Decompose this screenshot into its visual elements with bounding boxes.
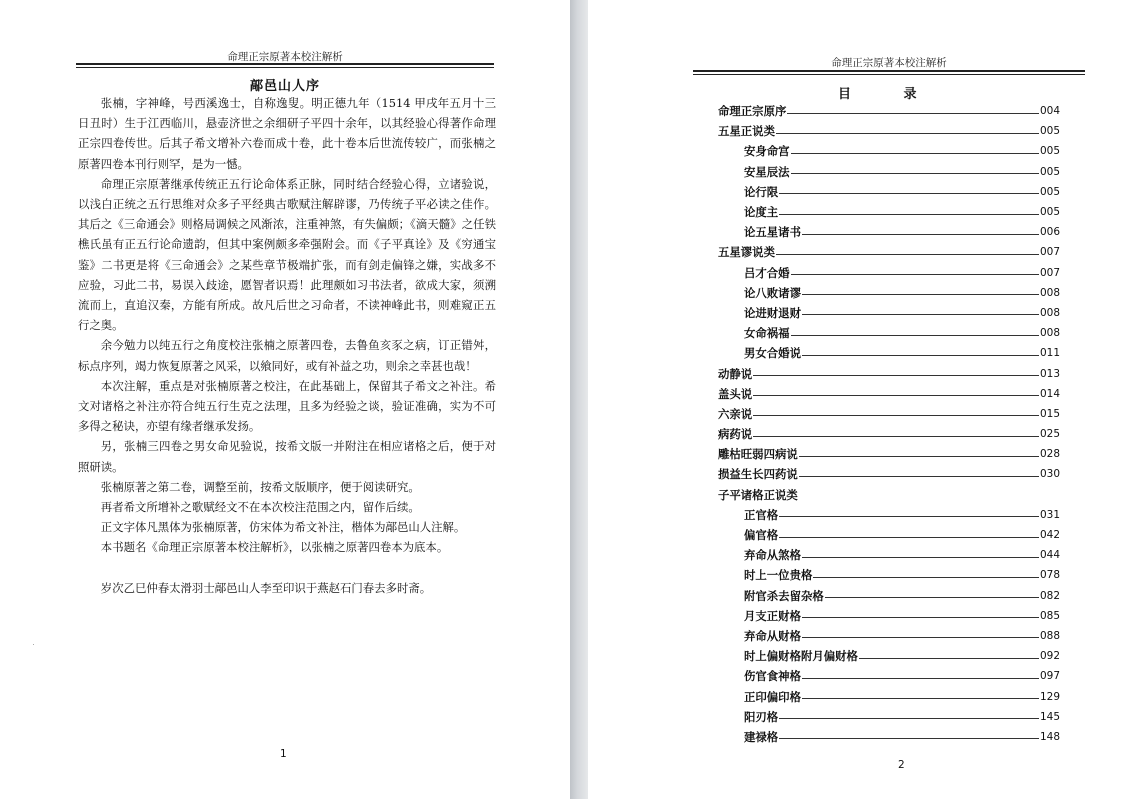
toc-entry-page: 005 [1039,185,1060,198]
toc-entry-label: 吕才合婚 [744,265,790,280]
toc-entry-label: 正印偏印格 [744,689,801,704]
preface-paragraph: 本次注解，重点是对张楠原著之校注，在此基础上，保留其子希文之补注。希文对诸格之补注亦符合纯五行生克之法理，且多为经验之谈，验证准确，实为不可多得之秘诀，亦望有缘者继承发扬。 [78,378,496,434]
preface-signature: 岁次乙巳仲春太滑羽士鄗邑山人李至印识于燕赵石门春去多时斋。 [100,580,432,595]
header-rule-left [76,63,494,68]
toc-entry-label: 论五星诸书 [744,225,801,240]
toc-entry [718,525,1060,545]
toc-entry [718,686,1060,706]
toc-entry-label: 附官杀去留杂格 [744,588,824,603]
preface-paragraph: 正文字体凡黑体为张楠原著，仿宋体为希文补注，楷体为鄗邑山人注解。 [100,520,466,535]
toc-leader-line [753,436,1039,437]
toc-leader-line [776,254,1039,255]
toc-entry-label: 建禄格 [744,729,779,744]
toc-entry [718,162,1060,182]
toc-entry-page: 007 [1039,266,1060,279]
toc-entry-page: 082 [1039,589,1060,602]
toc-entry-page: 148 [1039,730,1060,743]
toc-entry-page: 129 [1039,690,1060,703]
toc-entry-page: 011 [1039,347,1060,360]
toc-list [718,101,1060,747]
page-number-left: 1 [280,748,287,760]
toc-leader-line [802,698,1039,699]
toc-entry [718,384,1060,404]
scan-speck [33,644,34,645]
toc-leader-line [753,375,1039,376]
toc-entry [718,141,1060,161]
page-gutter [570,0,588,799]
toc-entry-page: 031 [1039,508,1060,521]
toc-entry-page: 014 [1039,387,1060,400]
toc-leader-line [799,456,1039,457]
toc-entry [718,283,1060,303]
toc-entry [718,202,1060,222]
preface-paragraph: 余今勉力以纯五行之角度校注张楠之原著四卷，去鲁鱼亥豕之病，订正错舛，标点序列，竭力恢复原著之风采，以飨同好，或有补益之功，则余之幸甚也哉！ [78,338,496,373]
toc-entry [718,464,1060,484]
toc-entry [718,303,1060,323]
toc-leader-line [779,193,1039,194]
toc-entry-page: 008 [1039,327,1060,340]
toc-leader-line [791,153,1039,154]
toc-entry-label: 伤官食神格 [744,669,801,684]
toc-leader-line [802,637,1039,638]
toc-entry-label: 时上偏财格附月偏财格 [744,649,858,664]
toc-entry-page: 013 [1039,367,1060,380]
toc-entry-label: 动静说 [718,366,753,381]
toc-entry-label: 损益生长四药说 [718,467,798,482]
toc-entry-page: 042 [1039,529,1060,542]
toc-entry-page: 085 [1039,609,1060,622]
toc-entry-page: 005 [1039,145,1060,158]
toc-entry [718,646,1060,666]
toc-leader-line [776,133,1039,134]
toc-entry-page: 044 [1039,549,1060,562]
toc-entry-page: 007 [1039,246,1060,259]
toc-leader-line [791,173,1039,174]
toc-entry-label: 雕枯旺弱四病说 [718,447,798,462]
toc-entry-page: 005 [1039,165,1060,178]
toc-entry [718,323,1060,343]
toc-entry-label: 病药说 [718,427,753,442]
preface-paragraph: 命理正宗原著继承传统正五行论命体系正脉，同时结合经验心得，立诸验说，以浅白正统之五行思维对众多子平经典古歌赋注解辟谬，乃传统子平必读之佳作。其后之《三命通会》则格局调候之风渐浓，注重神煞，有失偏颇；《滴天髓》之任铁樵氏虽有正五行论命遗韵，但其中案例颇多牵强附会。而《子平真诠》及《穷通宝鉴》二书更是将《三命通会》之某些章节极端扩张，而有剑走偏锋之嫌，实战多不应验，习此二书，易误入歧途，愿智者识焉！此理颇如习书法者，欲成大家，须溯流而上，直追汉秦，方能有所成。故凡后世之习命者，不读神峰此书，则难窥正五行之奥。 [78,176,496,333]
toc-entry [718,707,1060,727]
running-head-left: 命理正宗原著本校注解析 [227,51,343,63]
toc-entry-page: 005 [1039,206,1060,219]
preface-body [78,93,496,598]
toc-entry [718,121,1060,141]
toc-leader-line [825,597,1039,598]
toc-leader-line [802,678,1039,679]
toc-leader-line [779,537,1039,538]
toc-entry-label: 安身命宫 [744,144,790,159]
toc-leader-line [779,516,1039,517]
toc-entry-label: 论行限 [744,184,779,199]
toc-entry [718,343,1060,363]
toc-entry-label: 弃命从煞格 [744,548,801,563]
toc-leader-line [779,214,1039,215]
toc-entry-page: 088 [1039,629,1060,642]
toc-entry-label: 五星谬说类 [718,245,775,260]
toc-entry-page: 078 [1039,569,1060,582]
toc-entry-label: 子平诸格正说类 [718,487,798,502]
toc-leader-line [813,577,1039,578]
toc-entry [718,222,1060,242]
toc-entry-label: 论八败诸谬 [744,285,801,300]
page-number-right: 2 [898,759,905,771]
toc-leader-line [802,557,1039,558]
toc-entry [718,505,1060,525]
toc-leader-line [779,718,1039,719]
toc-entry-label: 偏官格 [744,528,779,543]
header-rule-right [693,70,1085,75]
toc-leader-line [791,335,1039,336]
document-page-right [588,0,1121,799]
toc-entry [718,263,1060,283]
toc-entry-page: 025 [1039,428,1060,441]
toc-leader-line [753,395,1039,396]
toc-entry [718,101,1060,121]
toc-entry-label: 正官格 [744,507,779,522]
toc-entry-label: 女命祸福 [744,326,790,341]
toc-entry [718,545,1060,565]
toc-leader-line [787,113,1039,114]
toc-entry-label: 弃命从财格 [744,628,801,643]
toc-leader-line [779,738,1039,739]
preface-paragraph: 再者希文所增补之歌赋经文不在本次校注范围之内，留作后续。 [100,500,420,515]
toc-entry-label: 安星辰法 [744,164,790,179]
toc-entry-page: 008 [1039,286,1060,299]
toc-entry [718,666,1060,686]
preface-paragraph: 张楠，字神峰，号西溪逸士，自称逸叟。明正德九年（1514 甲戌年五月十三日丑时）生于江西临川，悬壶济世之余细研子平四十余年，以其经验心得著作命理正宗四卷传世。后其子希文增补六卷而成十卷，此十卷本后世流传较广，而张楠之原著四卷本刊行则罕，是为一憾。 [78,96,496,171]
toc-entry [718,727,1060,747]
preface-paragraph: 张楠原著之第二卷，调整至前，按希文版顺序，便于阅读研究。 [100,479,420,494]
toc-entry [718,485,1060,505]
preface-title: 鄗邑山人序 [249,79,320,94]
toc-entry [718,242,1060,262]
toc-entry [718,586,1060,606]
toc-leader-line [802,617,1039,618]
toc-entry [718,404,1060,424]
toc-entry-label: 时上一位贵格 [744,568,813,583]
toc-entry-label: 论进财退财 [744,305,801,320]
toc-entry-page: 030 [1039,468,1060,481]
toc-entry-label: 论度主 [744,205,779,220]
toc-entry-page: 145 [1039,710,1060,723]
toc-entry-label: 男女合婚说 [744,346,801,361]
toc-entry [718,626,1060,646]
toc-leader-line [753,415,1039,416]
toc-leader-line [802,234,1039,235]
toc-entry-page: 015 [1039,407,1060,420]
toc-entry [718,424,1060,444]
toc-entry-page: 008 [1039,306,1060,319]
preface-paragraph: 本书题名《命理正宗原著本校注解析》，以张楠之原著四卷本为底本。 [100,540,449,555]
toc-entry-page: 028 [1039,448,1060,461]
toc-leader-line [791,274,1039,275]
toc-entry-label: 月支正财格 [744,608,801,623]
toc-entry-label: 五星正说类 [718,124,775,139]
toc-leader-line [802,294,1039,295]
toc-entry-label: 六亲说 [718,406,753,421]
toc-entry-label: 命理正宗原序 [718,104,787,119]
toc-leader-line [802,355,1039,356]
toc-entry-label: 阳刃格 [744,709,779,724]
toc-leader-line [859,658,1039,659]
toc-leader-line [802,314,1039,315]
toc-entry [718,182,1060,202]
toc-entry [718,606,1060,626]
toc-entry [718,444,1060,464]
toc-leader-line [799,476,1039,477]
running-head-right: 命理正宗原著本校注解析 [831,57,947,69]
toc-entry-page: 097 [1039,670,1060,683]
toc-entry-page: 004 [1039,105,1060,118]
toc-entry-page: 092 [1039,650,1060,663]
toc-entry-page: 006 [1039,226,1060,239]
toc-entry-label: 盖头说 [718,386,753,401]
toc-entry [718,565,1060,585]
toc-entry-page: 005 [1039,125,1060,138]
preface-paragraph: 另，张楠三四卷之男女命见验说，按希文版一并附注在相应诸格之后，便于对照研读。 [78,439,496,474]
toc-title: 目 录 [838,87,941,102]
toc-entry [718,363,1060,383]
